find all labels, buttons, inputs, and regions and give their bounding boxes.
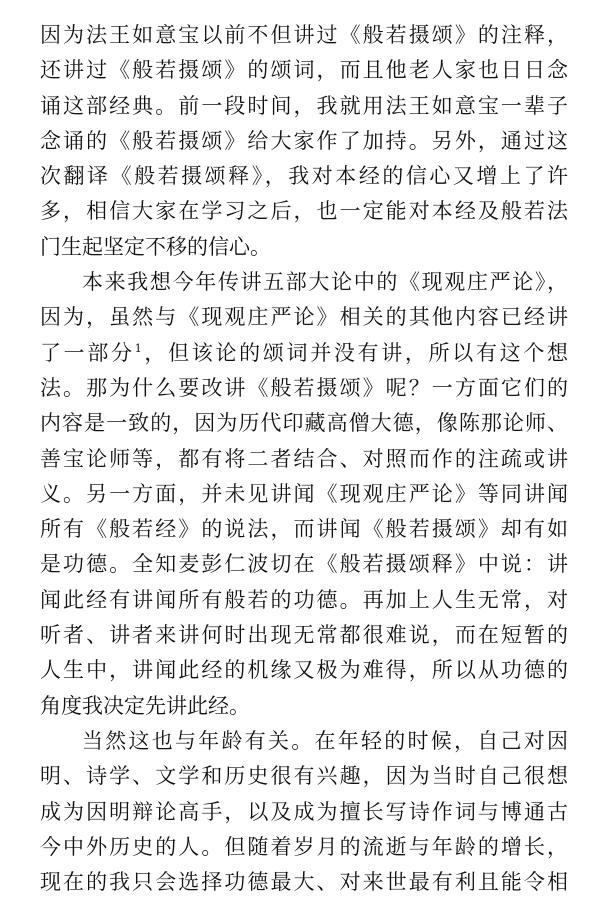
text-line: 念诵的《般若摄颂》给大家作了加持。另外，通过这 (40, 128, 568, 153)
paragraph-2 (40, 265, 568, 724)
paragraph-1 (40, 18, 568, 265)
text-line: 诵这部经典。前一段时间，我就用法王如意宝一辈子 (40, 93, 568, 118)
text-line: 现在的我只会选择功德最大、对来世最有利且能令相 (40, 870, 568, 895)
text-line: 善宝论师等，都有将二者结合、对照而作的注疏或讲 (40, 446, 568, 471)
text-line: 闻此经有讲闻所有般若的功德。再加上人生无常，对 (40, 587, 568, 612)
paragraph-3 (40, 724, 568, 900)
text-segment: ，但该论的颂词并没有讲，所以有这个想 (141, 340, 568, 365)
text-line-with-footnote (40, 336, 568, 371)
footnote-marker[interactable]: 1 (134, 341, 142, 355)
text-line: 因为，虽然与《现观庄严论》相关的其他内容已经讲 (40, 305, 568, 330)
text-line: 门生起坚定不移的信心。 (40, 234, 271, 259)
text-line: 因为法王如意宝以前不但讲过《般若摄颂》的注释， (40, 23, 568, 47)
text-line: 本来我想今年传讲五部大论中的《现观庄严论》， (82, 270, 568, 295)
text-line: 是功德。全知麦彭仁波切在《般若摄颂释》中说：讲 (40, 552, 568, 577)
text-line: 次翻译《般若摄颂释》，我对本经的信心又增上了许 (40, 164, 568, 189)
text-line: 人生中，讲闻此经的机缘又极为难得，所以从功德的 (40, 658, 568, 683)
text-line: 角度我决定先讲此经。 (40, 693, 250, 718)
text-line: 成为因明辩论高手，以及成为擅长写诗作词与博通古 (40, 799, 568, 824)
body-text (40, 18, 568, 900)
text-line: 所有《般若经》的说法，而讲闻《般若摄颂》却有如 (40, 517, 568, 542)
text-line: 义。另一方面，并未见讲闻《现观庄严论》等同讲闻 (40, 481, 568, 506)
text-line: 当然这也与年龄有关。在年轻的时候，自己对因 (82, 728, 568, 753)
text-line: 还讲过《般若摄颂》的颂词，而且他老人家也日日念 (40, 58, 568, 83)
text-line: 明、诗学、文学和历史很有兴趣，因为当时自己很想 (40, 764, 568, 789)
text-line: 今中外历史的人。但随着岁月的流逝与年龄的增长， (40, 834, 568, 859)
text-line: 内容是一致的，因为历代印藏高僧大德，像陈那论师、 (40, 411, 568, 436)
text-line: 多，相信大家在学习之后，也一定能对本经及般若法 (40, 199, 568, 224)
text-segment: 了一部分 (40, 340, 135, 365)
text-line: 听者、讲者来讲何时出现无常都很难说，而在短暂的 (40, 623, 568, 648)
text-line: 法。那为什么要改讲《般若摄颂》呢？一方面它们的 (40, 375, 568, 400)
